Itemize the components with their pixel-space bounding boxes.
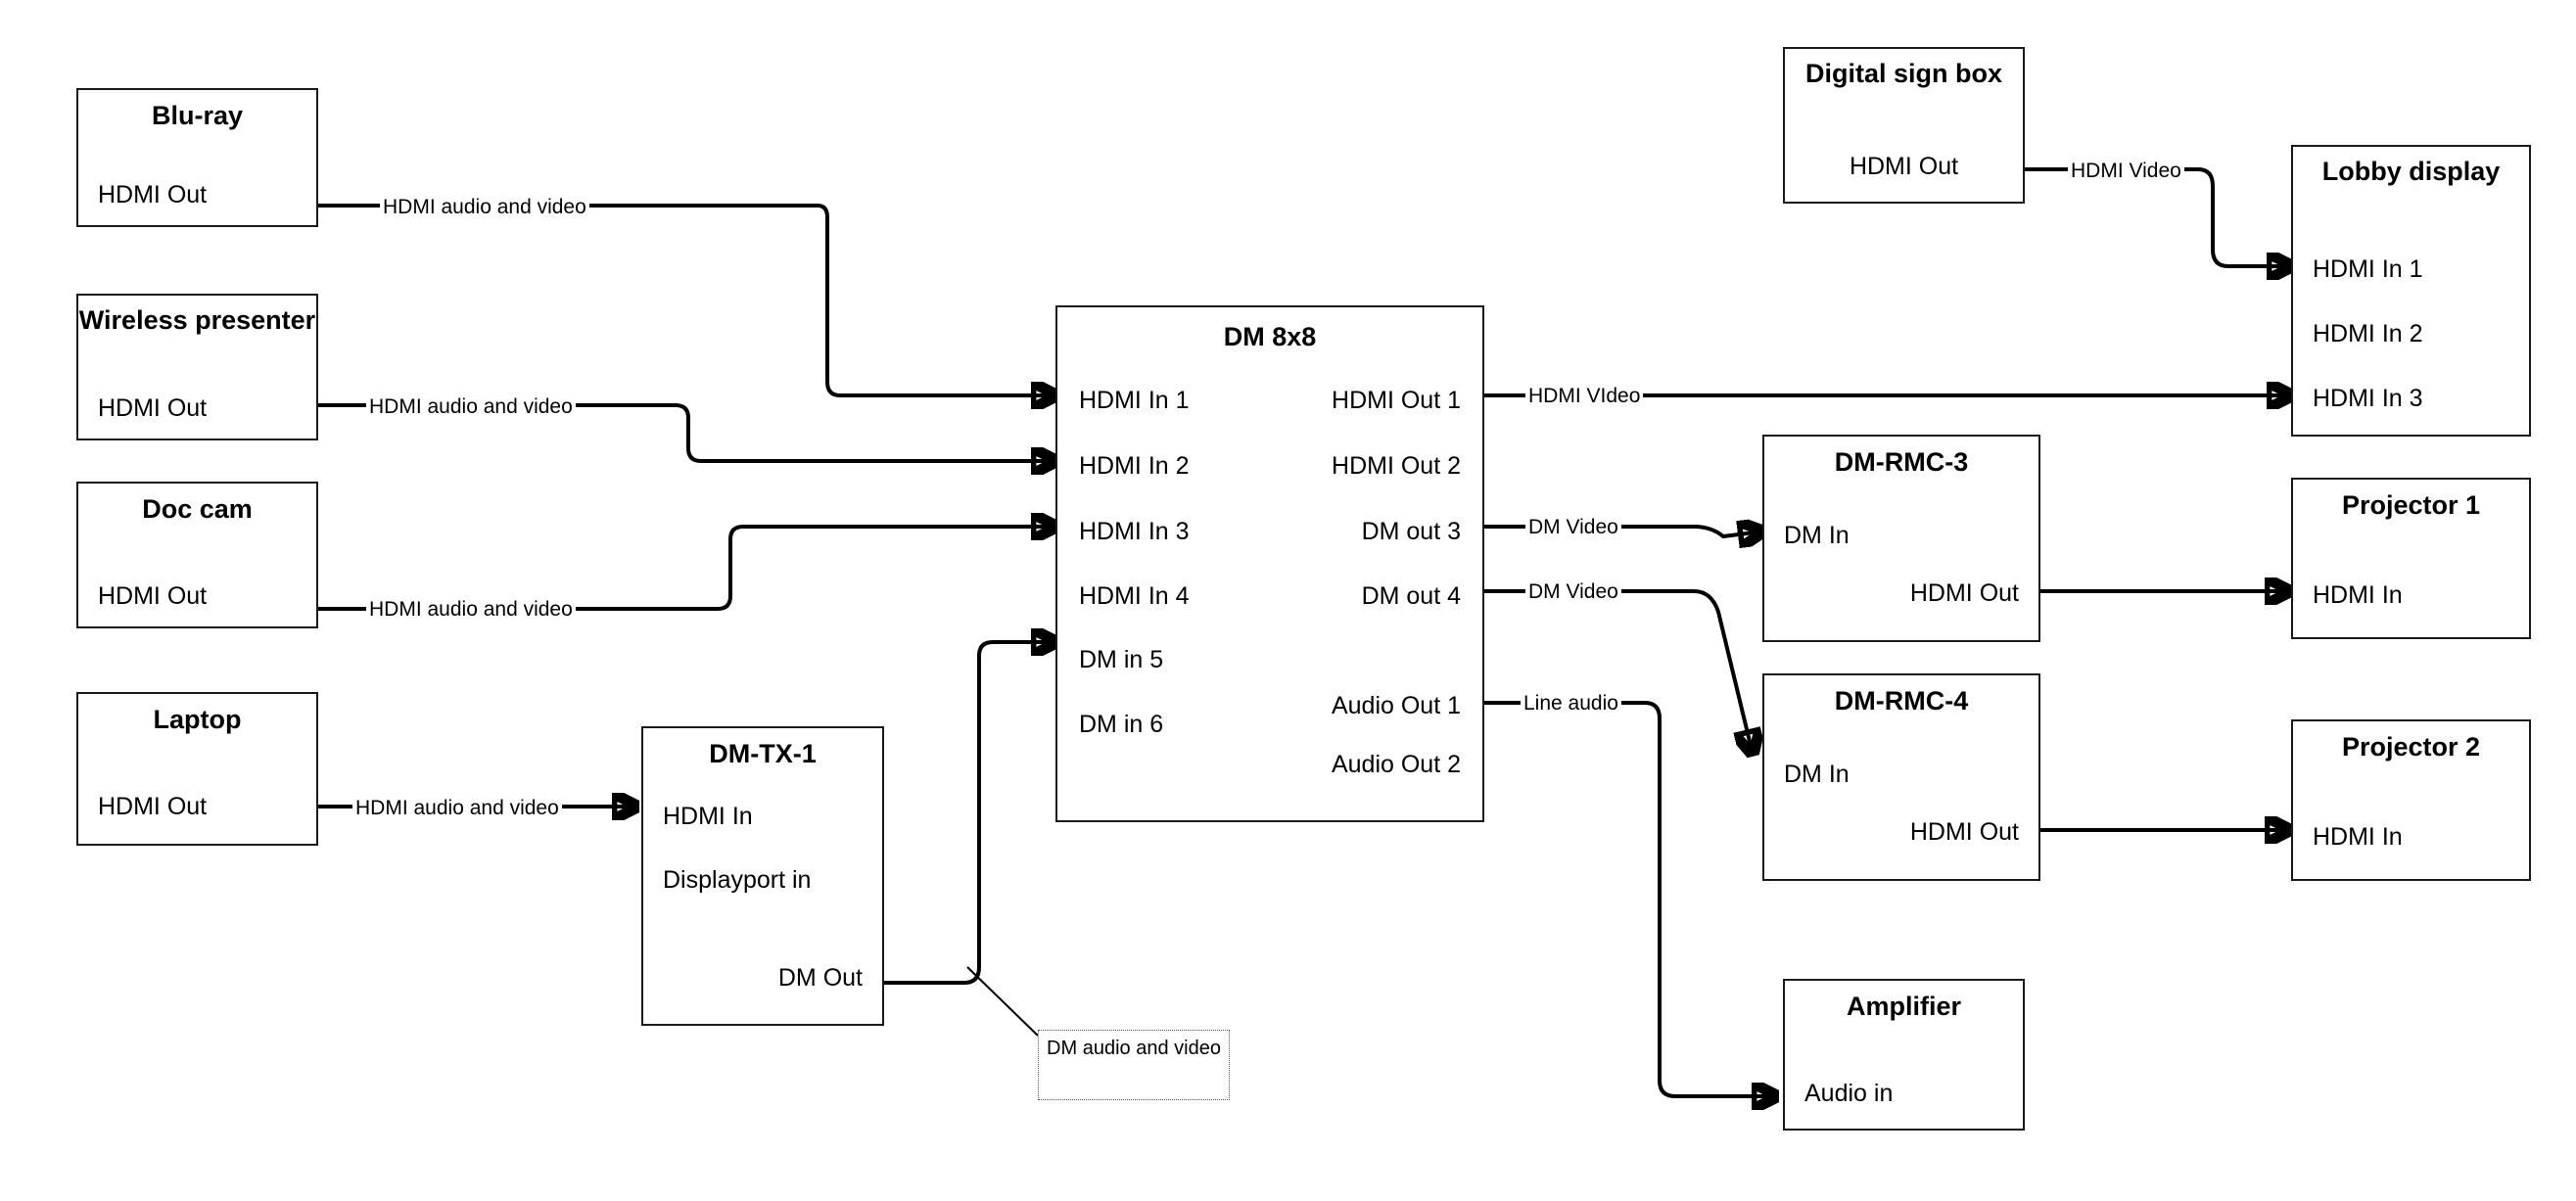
node-doc-cam-title: Doc cam — [142, 494, 253, 524]
node-laptop-port-hdmi-out: HDMI Out — [98, 793, 208, 820]
node-dm-8x8[interactable] — [1055, 305, 1484, 822]
edge-label-doccam-to-dm: HDMI audio and video — [366, 597, 576, 622]
node-wireless-presenter-port-hdmi-out: HDMI Out — [98, 394, 208, 422]
node-laptop[interactable] — [76, 692, 318, 846]
node-digital-sign-box[interactable] — [1783, 47, 2025, 204]
node-dm-rmc-4[interactable] — [1762, 673, 2040, 881]
node-dm-8x8-port-hdmi-in-3: HDMI In 3 — [1079, 518, 1190, 545]
node-dm-tx-1-title: DM-TX-1 — [709, 739, 817, 768]
edge-label-laptop-to-tx: HDMI audio and video — [352, 796, 562, 820]
node-doc-cam-port-hdmi-out: HDMI Out — [98, 582, 208, 610]
node-dm-8x8-port-hdmi-in-4: HDMI In 4 — [1079, 582, 1190, 610]
note-dm-audio-and-video: DM audio and video — [1038, 1030, 1230, 1100]
node-projector-1-port-hdmi-in: HDMI In — [2313, 581, 2403, 609]
node-projector-1-title: Projector 1 — [2341, 490, 2481, 520]
node-dm-rmc-4-port-hdmi-out: HDMI Out — [1909, 818, 2019, 846]
node-dm-8x8-port-audio-out-2: Audio Out 2 — [1331, 751, 1461, 778]
node-dm-8x8-port-audio-out-1: Audio Out 1 — [1331, 692, 1461, 719]
node-lobby-display-port-hdmi-in-2: HDMI In 2 — [2313, 320, 2423, 347]
node-dm-rmc-4-title: DM-RMC-4 — [1834, 686, 1969, 716]
node-lobby-display-port-hdmi-in-3: HDMI In 3 — [2313, 385, 2423, 412]
edge-label-wireless-to-dm: HDMI audio and video — [366, 394, 576, 419]
node-dm-8x8-port-dm-in-6: DM in 6 — [1079, 711, 1164, 738]
node-projector-2[interactable] — [2291, 719, 2531, 881]
node-lobby-display-port-hdmi-in-1: HDMI In 1 — [2313, 255, 2423, 283]
node-projector-2-port-hdmi-in: HDMI In — [2313, 823, 2403, 851]
node-wireless-presenter-title: Wireless presenter — [78, 305, 316, 335]
edge-label-dm-out4-to-rmc4: DM Video — [1525, 579, 1621, 604]
node-dm-8x8-port-dm-in-5: DM in 5 — [1079, 646, 1164, 673]
node-dm-rmc-3-title: DM-RMC-3 — [1834, 447, 1969, 477]
edge-label-dm-audio1-to-amp: Line audio — [1521, 691, 1621, 716]
node-dm-tx-1-port-dm-out: DM Out — [777, 964, 863, 992]
node-dm-8x8-title: DM 8x8 — [1223, 322, 1317, 351]
edge-label-bluray-to-dm: HDMI audio and video — [380, 195, 589, 219]
node-dm-8x8-port-hdmi-in-1: HDMI In 1 — [1079, 387, 1190, 414]
node-projector-1[interactable] — [2291, 478, 2531, 639]
node-dm-tx-1-port-hdmi-in: HDMI In — [663, 803, 753, 830]
node-projector-2-title: Projector 2 — [2341, 732, 2481, 762]
node-lobby-display-title: Lobby display — [2321, 157, 2501, 186]
node-wireless-presenter[interactable] — [76, 294, 318, 440]
node-bluray-port-hdmi-out: HDMI Out — [98, 181, 208, 208]
edge-label-dm-out1-to-lobby: HDMI VIdeo — [1525, 384, 1643, 408]
node-dm-8x8-port-hdmi-in-2: HDMI In 2 — [1079, 452, 1190, 480]
node-amplifier[interactable] — [1783, 979, 2025, 1131]
edge-label-signbox-to-lobby: HDMI Video — [2068, 159, 2184, 183]
node-dm-tx-1[interactable] — [641, 726, 884, 1026]
node-amplifier-title: Amplifier — [1846, 992, 1962, 1021]
node-dm-8x8-port-hdmi-out-2: HDMI Out 2 — [1332, 452, 1461, 480]
node-dm-8x8-port-hdmi-out-1: HDMI Out 1 — [1332, 387, 1461, 414]
node-dm-rmc-3-port-hdmi-out: HDMI Out — [1909, 579, 2019, 607]
node-dm-rmc-3-port-dm-in: DM In — [1784, 522, 1850, 549]
edge-label-dm-out3-to-rmc3: DM Video — [1525, 515, 1621, 539]
node-amplifier-port-audio-in: Audio in — [1804, 1080, 1894, 1107]
node-lobby-display[interactable] — [2291, 145, 2531, 437]
node-dm-8x8-port-dm-out-4: DM out 4 — [1361, 582, 1461, 610]
node-dm-8x8-port-dm-out-3: DM out 3 — [1361, 518, 1461, 545]
node-laptop-title: Laptop — [153, 705, 242, 734]
node-digital-sign-box-title: Digital sign box — [1804, 59, 2002, 88]
node-digital-sign-box-port-hdmi-out: HDMI Out — [1849, 153, 1959, 180]
node-doc-cam[interactable] — [76, 482, 318, 628]
node-dm-tx-1-port-displayport-in: Displayport in — [663, 866, 812, 894]
node-dm-rmc-3[interactable] — [1762, 435, 2040, 642]
node-bluray[interactable] — [76, 88, 318, 227]
node-bluray-title: Blu-ray — [151, 101, 244, 130]
node-dm-rmc-4-port-dm-in: DM In — [1784, 761, 1850, 788]
